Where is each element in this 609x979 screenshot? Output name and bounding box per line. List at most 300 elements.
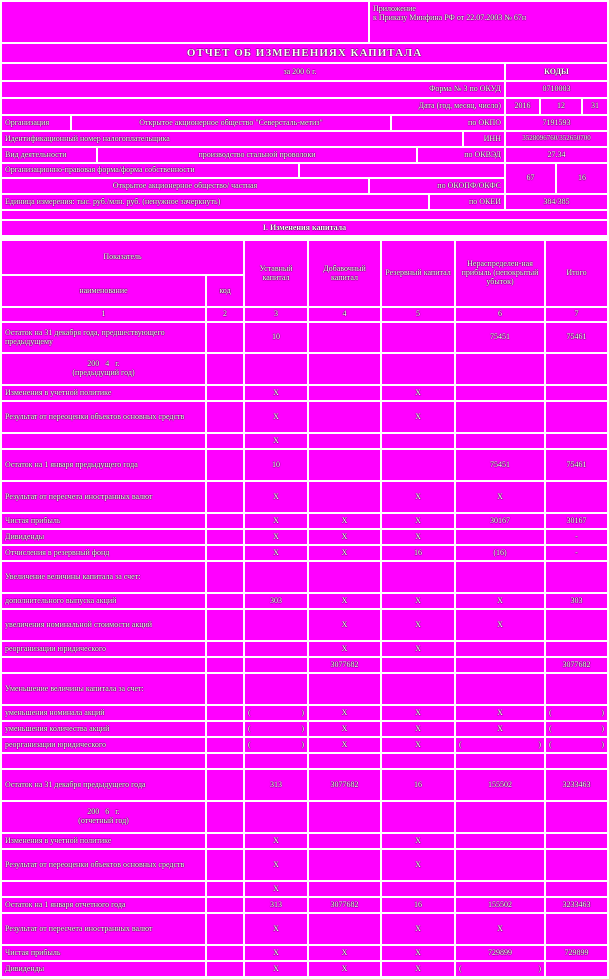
col-num-7: 7: [546, 308, 607, 321]
cell-c7: [546, 882, 607, 896]
cell-value: 16: [414, 779, 422, 789]
cell-c3: [245, 386, 307, 400]
cell-value: Х: [415, 491, 421, 501]
cell-c4: [309, 546, 380, 560]
cell-c6: [456, 706, 544, 720]
unit-label: Единица измерения: тыс. руб./млн. руб. (ненужное зачеркнуть): [2, 195, 428, 209]
cell-c4: [309, 642, 380, 656]
cell-c3: [245, 323, 307, 352]
cell-c5: [382, 594, 454, 608]
cell-c6: [456, 386, 544, 400]
legal-form-code2: 16: [557, 164, 607, 193]
cell-c7: [546, 642, 607, 656]
paren-close: ): [301, 723, 304, 733]
cell-code: [207, 354, 243, 384]
col6-header: Нераспределен-ная прибыль (непокрытый убыток): [456, 241, 544, 306]
cell-label: [2, 323, 205, 352]
cell-value: Х: [273, 835, 279, 845]
cell-value: Х: [497, 491, 503, 501]
cell-c3: [245, 546, 307, 560]
cell-c6: [456, 754, 544, 768]
cell-label: [2, 754, 205, 768]
cell-value: 729899: [564, 947, 589, 957]
cell-c6: [456, 562, 544, 592]
cell-c6: [456, 882, 544, 896]
cell-c6: [456, 674, 544, 704]
okpo-label: по ОКПО: [392, 116, 504, 130]
cell-c5: [382, 754, 454, 768]
cell-value: Х: [415, 411, 421, 421]
cell-label: [2, 706, 205, 720]
cell-c4: [309, 402, 380, 432]
cell-c4: [309, 434, 380, 448]
col3-header: Уставный капитал: [245, 241, 307, 306]
cell-code: [207, 482, 243, 512]
cell-value: 10: [272, 332, 280, 342]
cell-value: Х: [273, 947, 279, 957]
cell-c6: [456, 482, 544, 512]
cell-code: [207, 514, 243, 528]
cell-c3: [245, 754, 307, 768]
cell-value: Остаток на 1 января предыдущего года: [5, 459, 138, 469]
cell-value: Чистая прибыль: [5, 947, 61, 957]
cell-value: Х: [273, 859, 279, 869]
year-year-prefix: 200: [87, 807, 100, 817]
year-year-suffix: г.: [115, 807, 120, 817]
cell-value: Х: [415, 963, 421, 973]
cell-value: Х: [273, 547, 279, 557]
year-year-prefix: 200: [87, 359, 100, 369]
cell-c4: [309, 738, 380, 752]
cell-c3: [245, 434, 307, 448]
cell-value: Увеличение величины капитала за счет:: [5, 571, 141, 581]
cell-label: [2, 450, 205, 480]
cell-value: 3233463: [562, 899, 591, 909]
appendix-line1: Приложение: [373, 4, 416, 13]
cell-c7: [546, 434, 607, 448]
cell-c7: [546, 898, 607, 912]
cell-c6: [456, 594, 544, 608]
cell-c5: [382, 962, 454, 976]
cell-value: -: [575, 547, 578, 557]
cell-c4: [309, 530, 380, 544]
cell-value: 313: [270, 779, 282, 789]
cell-value: Х: [415, 739, 421, 749]
cell-c7: [546, 402, 607, 432]
cell-c4: [309, 946, 380, 960]
cell-code: [207, 802, 243, 832]
cell-code: [207, 610, 243, 640]
legal-form-blank: [300, 164, 504, 177]
col7-header: Итого: [546, 241, 607, 306]
paren-open: (: [459, 739, 462, 749]
cell-c3: [245, 402, 307, 432]
cell-c5: [382, 946, 454, 960]
activity-value: производство стальной проволоки: [98, 148, 416, 162]
cell-c5: [382, 562, 454, 592]
cell-code: [207, 386, 243, 400]
cell-c3: [245, 482, 307, 512]
cell-c5: [382, 850, 454, 880]
cell-c6: [456, 834, 544, 848]
cell-c5: [382, 610, 454, 640]
cell-c6: [456, 450, 544, 480]
cell-c4: [309, 706, 380, 720]
cell-c7: [546, 706, 607, 720]
cell-c3: [245, 722, 307, 736]
cell-c6: [456, 850, 544, 880]
cell-c7: [546, 450, 607, 480]
date-label: Дата (год, месяц, число): [2, 99, 504, 114]
cell-value: 75451: [490, 459, 510, 469]
cell-c5: [382, 546, 454, 560]
period-year: 6: [306, 66, 311, 76]
cell-c6: [456, 323, 544, 352]
cell-value: Х: [341, 963, 348, 973]
cell-value: 3077682: [330, 899, 359, 909]
cell-value: Х: [497, 595, 503, 605]
cell-c3: [245, 450, 307, 480]
cell-c7: [546, 482, 607, 512]
cell-c5: [382, 674, 454, 704]
cell-value: 30167: [566, 515, 587, 525]
cell-code: [207, 754, 243, 768]
cell-c6: [456, 722, 544, 736]
cell-value: Дивиденды: [5, 963, 45, 973]
cell-label: [2, 802, 205, 832]
cell-label: [2, 962, 205, 976]
cell-c6: [456, 962, 544, 976]
cell-c7: [546, 562, 607, 592]
cell-value: Х: [497, 723, 503, 733]
cell-c3: [245, 658, 307, 672]
cell-c4: [309, 354, 380, 384]
cell-c6: [456, 770, 544, 800]
cell-c5: [382, 706, 454, 720]
cell-value: Х: [415, 835, 421, 845]
paren-close: ): [301, 739, 304, 749]
cell-c3: [245, 850, 307, 880]
cell-c4: [309, 754, 380, 768]
cell-value: увеличения номинальной стоимости акций: [5, 619, 153, 629]
cell-label: [2, 674, 205, 704]
cell-c5: [382, 802, 454, 832]
legal-form-label: Организационно-правовая форма/форма собственности: [2, 164, 298, 177]
cell-c5: [382, 770, 454, 800]
cell-value: Х: [497, 707, 503, 717]
cell-c4: [309, 882, 380, 896]
cell-c5: [382, 530, 454, 544]
cell-value: Остаток на 31 декабря года, предшествующего предыдущему: [5, 327, 165, 346]
cell-c3: [245, 946, 307, 960]
cell-c7: [546, 850, 607, 880]
paren-close: ): [538, 963, 541, 973]
col5-header: Резервный капитал: [382, 241, 454, 306]
cell-c4: [309, 962, 380, 976]
cell-code: [207, 850, 243, 880]
cell-value: Х: [341, 947, 348, 957]
cell-value: реорганизации юридического: [5, 643, 106, 653]
paren-open: (: [549, 707, 552, 717]
cell-c3: [245, 562, 307, 592]
cell-c4: [309, 802, 380, 832]
year-caption: (предыдущий год): [72, 368, 135, 377]
cell-label: [2, 834, 205, 848]
cell-c5: [382, 514, 454, 528]
cell-c4: [309, 386, 380, 400]
header-left-blank: [2, 2, 368, 42]
cell-value: Х: [415, 947, 421, 957]
paren-close: ): [538, 739, 541, 749]
col-num-3: 3: [245, 308, 307, 321]
cell-value: 3077682: [562, 659, 591, 669]
cell-code: [207, 914, 243, 944]
cell-code: [207, 722, 243, 736]
cell-value: Х: [341, 547, 348, 557]
cell-label: [2, 514, 205, 528]
cell-value: Изменения в учетной политике: [5, 387, 112, 397]
section-title: I. Изменения капитала: [2, 221, 607, 235]
cell-label: [2, 898, 205, 912]
cell-code: [207, 450, 243, 480]
paren-open: (: [549, 723, 552, 733]
cell-code: [207, 706, 243, 720]
cell-c6: [456, 802, 544, 832]
cell-c4: [309, 722, 380, 736]
cell-value: 75451: [490, 332, 510, 342]
cell-value: 30167: [490, 515, 510, 525]
cell-value: Остаток на 1 января отчетного года: [5, 899, 126, 909]
cell-c7: [546, 594, 607, 608]
cell-c5: [382, 722, 454, 736]
cell-value: Результат от переоценки объектов основных средств: [5, 411, 185, 421]
cell-label: [2, 434, 205, 448]
cell-c4: [309, 898, 380, 912]
cell-c4: [309, 562, 380, 592]
org-value: Открытое акционерное общество "Северсталь-метиз": [72, 116, 390, 130]
cell-c4: [309, 834, 380, 848]
legal-form-code-label: по ОКОПФ/ОКФС: [370, 179, 504, 193]
cell-label: [2, 482, 205, 512]
cell-c7: [546, 770, 607, 800]
col4-header: Добавочный капитал: [309, 241, 380, 306]
cell-value: уменьшения номинала акций: [5, 707, 105, 717]
cell-c7: [546, 386, 607, 400]
cell-label: [2, 546, 205, 560]
cell-value: Х: [341, 723, 348, 733]
cell-c6: [456, 434, 544, 448]
cell-c4: [309, 610, 380, 640]
col-name-header: наименование: [2, 276, 205, 306]
cell-c7: [546, 514, 607, 528]
cell-c6: [456, 914, 544, 944]
cell-code: [207, 530, 243, 544]
cell-c3: [245, 354, 307, 384]
cell-value: 10: [272, 459, 280, 469]
period-row-left: [2, 64, 504, 80]
cell-c5: [382, 834, 454, 848]
cell-label: [2, 770, 205, 800]
cell-value: Х: [273, 411, 279, 421]
cell-value: Х: [415, 643, 421, 653]
cell-c7: [546, 722, 607, 736]
cell-value: Уменьшение величины капитала за счет:: [5, 683, 144, 693]
cell-label: [2, 402, 205, 432]
period: [265, 64, 335, 80]
cell-c7: [546, 323, 607, 352]
cell-value: -: [575, 531, 578, 541]
cell-code: [207, 738, 243, 752]
col-num-4: 4: [309, 308, 380, 321]
cell-c6: [456, 946, 544, 960]
cell-code: [207, 402, 243, 432]
cell-value: Х: [273, 883, 279, 893]
cell-value: 16: [414, 899, 422, 909]
cell-label: [2, 354, 205, 384]
cell-c5: [382, 323, 454, 352]
cell-value: 16: [414, 547, 422, 557]
cell-c6: [456, 610, 544, 640]
cell-c6: [456, 514, 544, 528]
cell-c3: [245, 530, 307, 544]
year-year: 4: [105, 359, 110, 369]
cell-value: 729899: [488, 947, 512, 957]
cell-c4: [309, 658, 380, 672]
cell-label: [2, 882, 205, 896]
year-year: 6: [105, 807, 110, 817]
cell-c5: [382, 914, 454, 944]
form-code: 0710003: [506, 82, 607, 97]
cell-c3: [245, 834, 307, 848]
cell-value: Результат от пересчета иностранных валют: [5, 923, 153, 933]
cell-c7: [546, 546, 607, 560]
paren-open: (: [459, 963, 462, 973]
cell-c5: [382, 898, 454, 912]
paren-open: (: [248, 707, 251, 717]
cell-value: Х: [415, 619, 421, 629]
cell-c5: [382, 434, 454, 448]
cell-code: [207, 882, 243, 896]
cell-value: 75461: [566, 332, 587, 342]
cell-value: 75461: [566, 459, 587, 469]
cell-c3: [245, 610, 307, 640]
cell-c6: [456, 642, 544, 656]
cell-code: [207, 546, 243, 560]
col-num-6: 6: [456, 308, 544, 321]
cell-c4: [309, 594, 380, 608]
cell-value: дополнительного выпуска акций: [5, 595, 117, 605]
col-code-header: код: [207, 276, 243, 306]
cell-value: 155502: [488, 779, 512, 789]
cell-c6: [456, 658, 544, 672]
cell-c7: [546, 962, 607, 976]
cell-c3: [245, 802, 307, 832]
cell-label: [2, 722, 205, 736]
cell-c7: [546, 530, 607, 544]
cell-c7: [546, 802, 607, 832]
cell-code: [207, 834, 243, 848]
cell-value: уменьшения количества акций: [5, 723, 110, 733]
cell-label: [2, 594, 205, 608]
cell-value: 313: [270, 899, 282, 909]
unit-code-label: по ОКЕИ: [430, 195, 504, 209]
paren-close: ): [601, 723, 604, 733]
cell-c4: [309, 450, 380, 480]
cell-c5: [382, 402, 454, 432]
cell-c3: [245, 882, 307, 896]
col-num-1: 1: [2, 308, 205, 321]
cell-code: [207, 323, 243, 352]
date-year: 2016: [506, 99, 539, 114]
cell-value: (16): [493, 547, 507, 557]
cell-value: Х: [415, 723, 421, 733]
cell-c3: [245, 514, 307, 528]
cell-code: [207, 434, 243, 448]
cell-value: Результат от пересчета иностранных валют: [5, 491, 153, 501]
cell-c7: [546, 914, 607, 944]
col-indicator-header: Показатель: [2, 241, 243, 274]
cell-code: [207, 594, 243, 608]
cell-value: 155502: [488, 899, 512, 909]
cell-value: Х: [273, 963, 279, 973]
cell-value: 303: [270, 595, 282, 605]
cell-value: Х: [415, 707, 421, 717]
spacer-row: [2, 211, 607, 219]
cell-value: Х: [415, 515, 421, 525]
cell-value: Х: [273, 515, 279, 525]
cell-label: [2, 610, 205, 640]
codes-header: КОДЫ: [506, 64, 607, 80]
okpo-code: 7191593: [506, 116, 607, 130]
cell-c5: [382, 386, 454, 400]
cell-value: Х: [273, 923, 279, 933]
cell-c3: [245, 594, 307, 608]
cell-value: Х: [415, 531, 421, 541]
inn-value: 3528096760/352650700: [506, 132, 607, 146]
cell-code: [207, 946, 243, 960]
cell-code: [207, 674, 243, 704]
cell-c6: [456, 354, 544, 384]
cell-c4: [309, 514, 380, 528]
cell-c6: [456, 898, 544, 912]
cell-c5: [382, 354, 454, 384]
cell-c3: [245, 642, 307, 656]
inn-code-label: ИНН: [464, 132, 504, 146]
cell-value: Х: [341, 643, 348, 653]
cell-value: 3233463: [562, 779, 591, 789]
cell-c4: [309, 482, 380, 512]
cell-c6: [456, 530, 544, 544]
cell-value: реорганизации юридического: [5, 739, 106, 749]
cell-value: Х: [415, 923, 421, 933]
paren-open: (: [248, 723, 251, 733]
activity-code-label: по ОКВЭД: [418, 148, 504, 162]
date-month: 12: [541, 99, 581, 114]
cell-c7: [546, 738, 607, 752]
cell-c4: [309, 674, 380, 704]
cell-c3: [245, 914, 307, 944]
paren-open: (: [549, 739, 552, 749]
activity-code: 27.34: [506, 148, 607, 162]
appendix-line2: к Приказу Минфина РФ от 22.07.2003 № 67н: [373, 12, 527, 22]
cell-value: Х: [497, 923, 503, 933]
date-day: 31: [583, 99, 607, 114]
cell-code: [207, 562, 243, 592]
cell-c6: [456, 546, 544, 560]
cell-label: [2, 642, 205, 656]
cell-value: Х: [497, 619, 503, 629]
cell-value: Х: [415, 387, 421, 397]
